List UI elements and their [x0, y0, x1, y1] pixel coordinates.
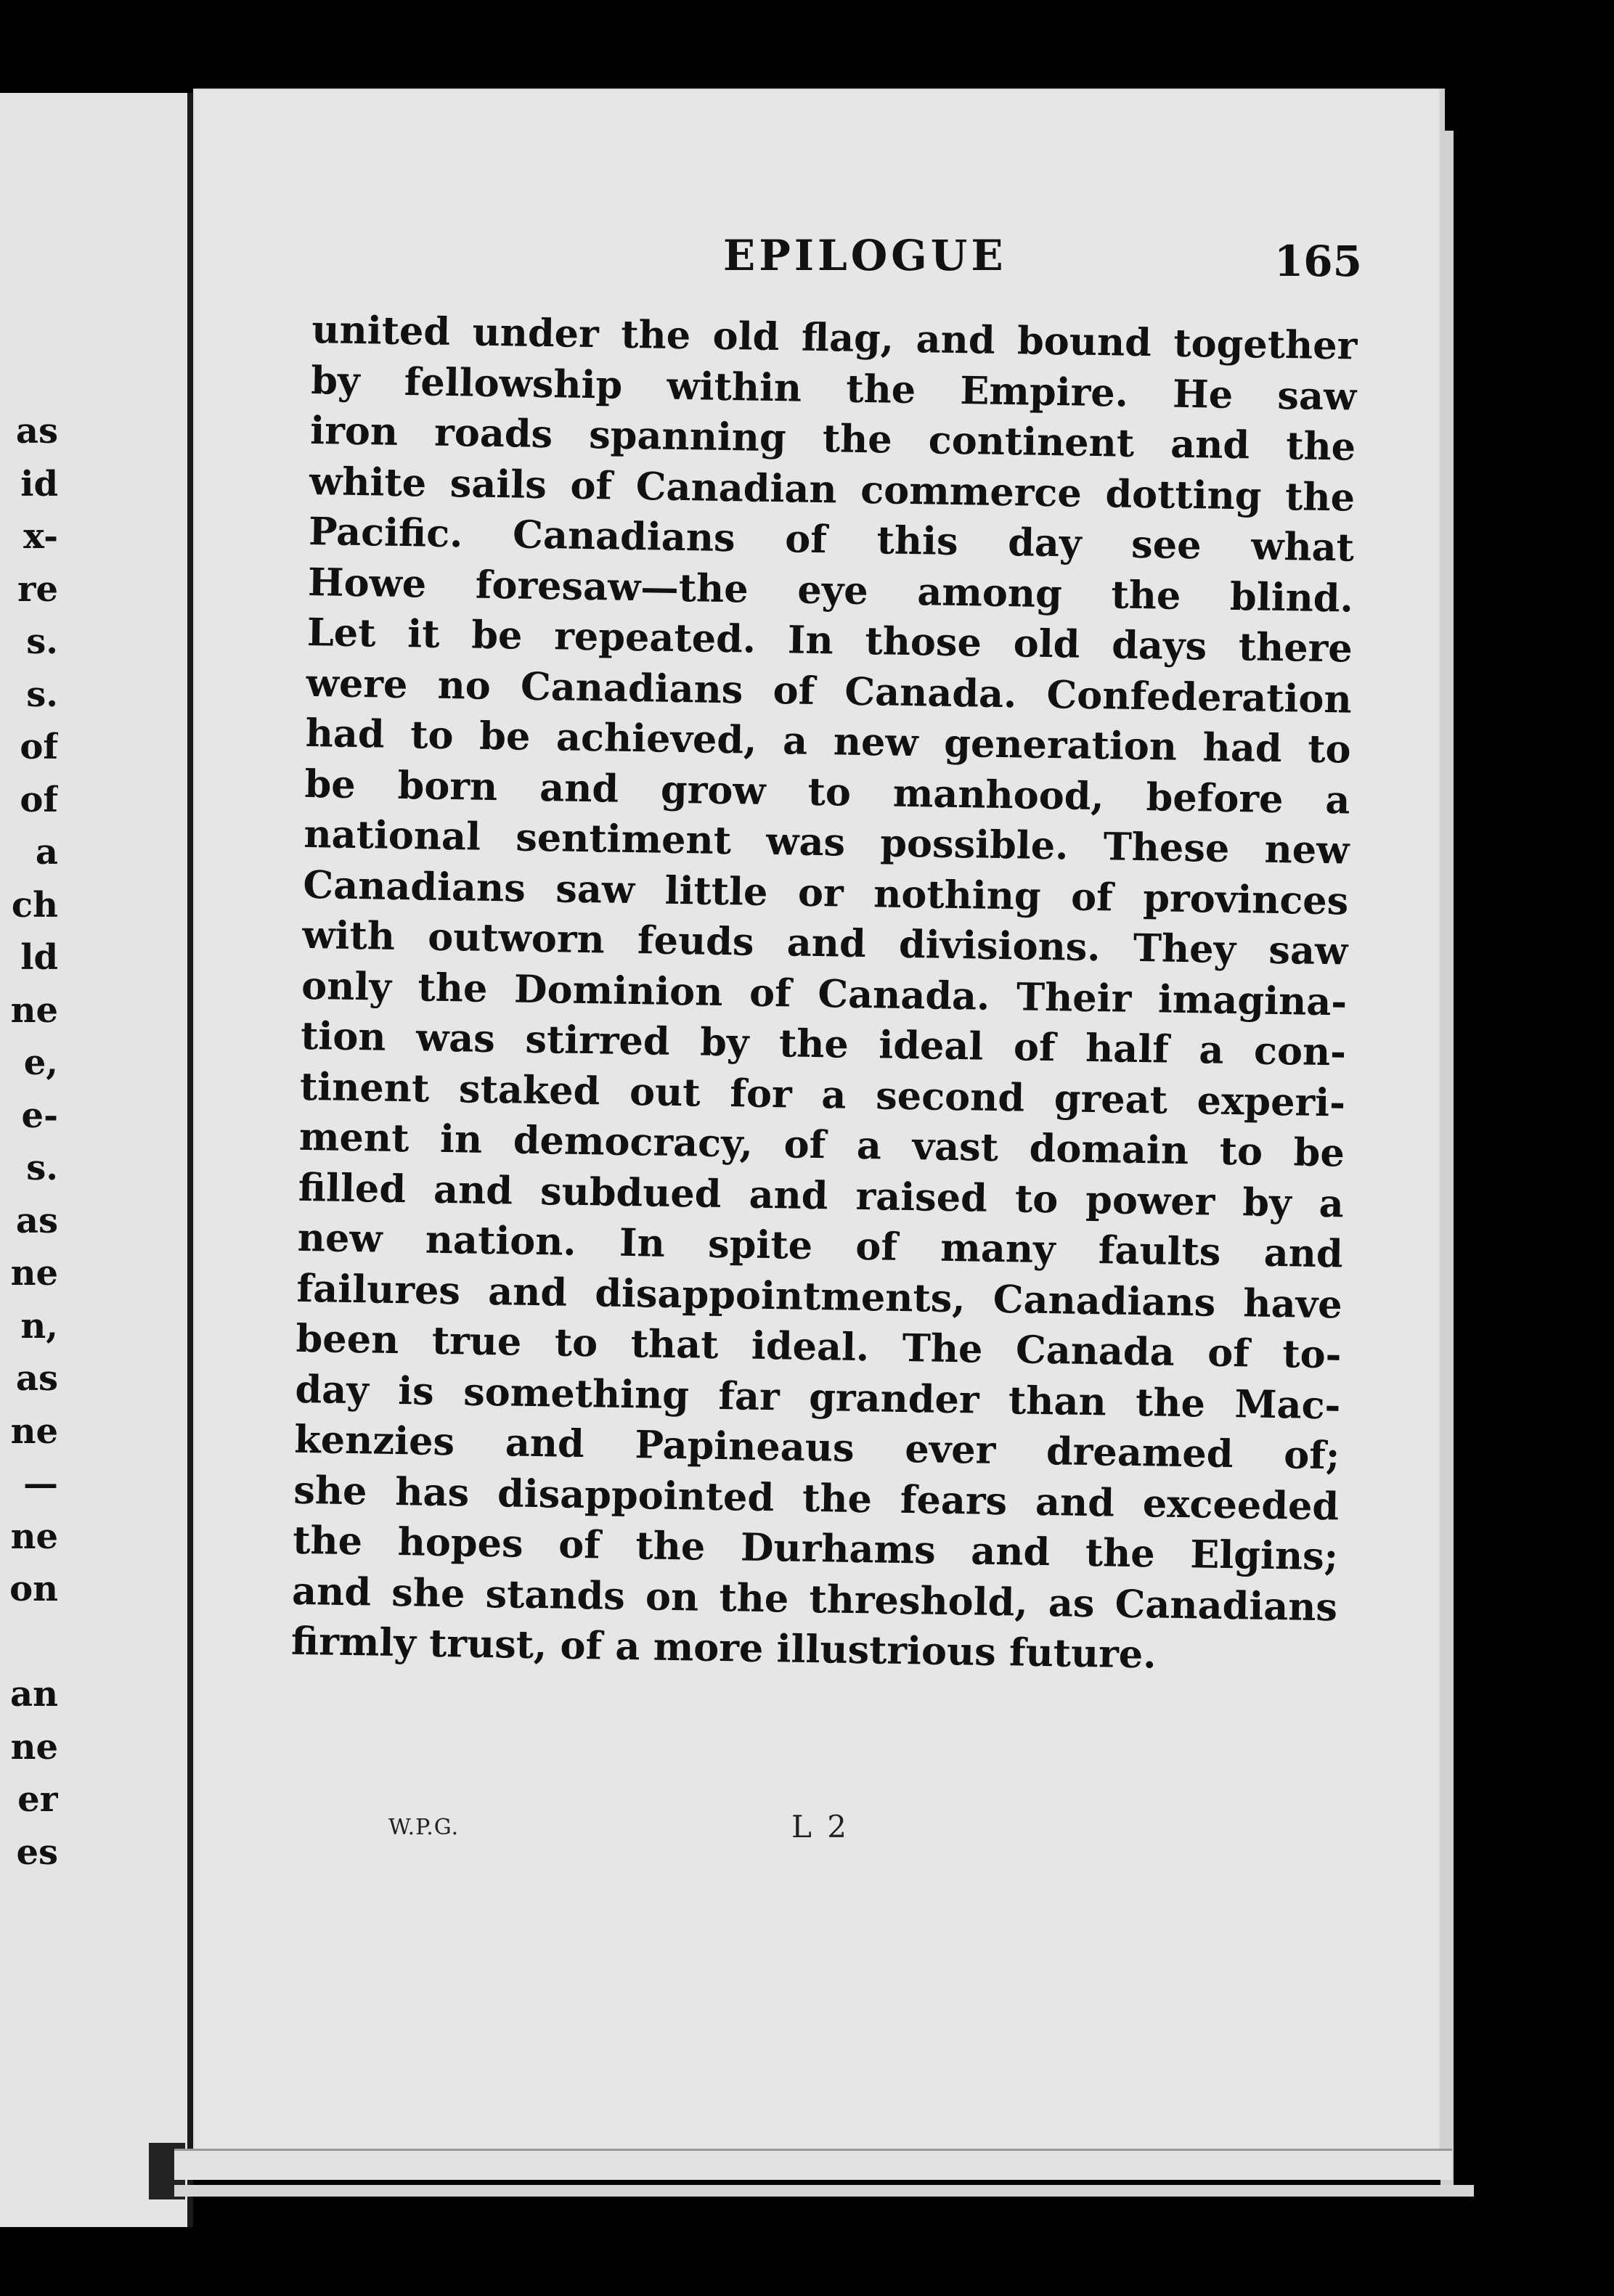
left-page-fragment: ne — [10, 1516, 58, 1557]
left-page-fragment: x- — [23, 516, 58, 557]
page-edge — [1440, 131, 1454, 2192]
text-line: Howe foresaw—the eye among the blind. — [307, 560, 1354, 621]
text-line: new nation. In spite of many faults and — [297, 1215, 1344, 1277]
signature-mark: L 2 — [791, 1809, 849, 1844]
left-page-fragment: s. — [26, 621, 58, 662]
text-line: be born and grow to manhood, before a — [304, 761, 1350, 823]
body-text — [291, 305, 1358, 1683]
book-gutter — [187, 93, 193, 2227]
page-number: 165 — [1273, 237, 1362, 286]
left-page-fragment: of — [20, 779, 58, 820]
text-line: had to be achieved, a new generation had to — [305, 711, 1352, 772]
running-title: EPILOGUE — [723, 231, 1007, 280]
page-bottom-edge-lower — [174, 2185, 1474, 2197]
text-line: united under the old flag, and bound together — [311, 307, 1358, 369]
text-line: been true to that ideal. The Canada of to- — [296, 1316, 1342, 1378]
text-line: tinent staked out for a second great experi- — [299, 1064, 1346, 1125]
text-line: national sentiment was possible. These new — [303, 812, 1350, 873]
text-line: failures and disappointments, Canadians have — [296, 1266, 1343, 1327]
text-line: firmly trust, of a more illustrious future. — [290, 1619, 1157, 1678]
left-page-fragment: on — [9, 1569, 58, 1609]
text-line: iron roads spanning the continent and the — [309, 408, 1356, 470]
left-page-fragment: ne — [10, 1410, 58, 1452]
text-line: Pacific. Canadians of this day see what — [308, 509, 1355, 571]
text-line: white sails of Canadian commerce dotting the — [309, 459, 1356, 520]
text-line: ment in democracy, of a vast domain to be — [298, 1114, 1345, 1176]
left-page-fragment: as — [15, 1358, 58, 1399]
text-line: only the Dominion of Canada. Their imagina- — [301, 963, 1348, 1024]
printer-mark: W.P.G. — [388, 1815, 460, 1840]
left-page-fragment: n, — [20, 1305, 58, 1347]
left-page-fragment: — — [23, 1463, 58, 1504]
text-line: she has disappointed the fears and exceeded — [293, 1468, 1340, 1529]
text-line: with outworn feuds and divisions. They saw — [301, 912, 1348, 974]
left-page-fragment: ne — [10, 989, 58, 1031]
text-line: were no Canadians of Canada. Confederation — [306, 661, 1353, 722]
text-line: kenzies and Papineaus ever dreamed of; — [293, 1417, 1340, 1479]
left-page-fragment: re — [17, 568, 58, 610]
running-head — [338, 231, 1369, 289]
left-facing-page — [0, 93, 190, 2227]
text-line: day is something far grander than the Mac- — [295, 1367, 1341, 1428]
text-line: the hopes of the Durhams and the Elgins; — [292, 1518, 1339, 1580]
left-page-fragment: ne — [10, 1253, 58, 1294]
left-page-fragment: id — [20, 463, 58, 504]
left-page-fragment: an — [10, 1674, 58, 1715]
left-page-fragment: s. — [26, 674, 58, 715]
left-page-fragment: s. — [26, 1148, 58, 1188]
left-page-fragment: ld — [20, 937, 58, 978]
left-page-fragment: ne — [10, 1726, 58, 1768]
left-page-fragment: es — [16, 1831, 58, 1873]
left-page-fragment: as — [15, 1200, 58, 1241]
text-line: Let it be repeated. In those old days there — [306, 610, 1353, 671]
left-page-fragment: e, — [23, 1042, 58, 1083]
left-page-fragment: ch — [11, 884, 58, 926]
left-page-fragment: e- — [21, 1095, 58, 1136]
left-page-fragment: of — [20, 727, 58, 767]
left-page-text-fragments — [0, 405, 58, 1879]
page-bottom-edge — [174, 2149, 1452, 2180]
left-page-fragment — [0, 1616, 58, 1669]
text-line: tion was stirred by the ideal of half a con- — [300, 1013, 1347, 1075]
left-page-fragment: er — [17, 1779, 58, 1820]
text-line: by fellowship within the Empire. He saw — [310, 358, 1357, 420]
text-line: filled and subdued and raised to power by a — [298, 1165, 1345, 1226]
left-page-fragment: as — [15, 411, 58, 452]
text-line: and she stands on the threshold, as Canadians — [291, 1569, 1338, 1630]
left-page-fragment: a — [35, 832, 58, 873]
text-line: Canadians saw little or nothing of provinces — [302, 862, 1349, 924]
